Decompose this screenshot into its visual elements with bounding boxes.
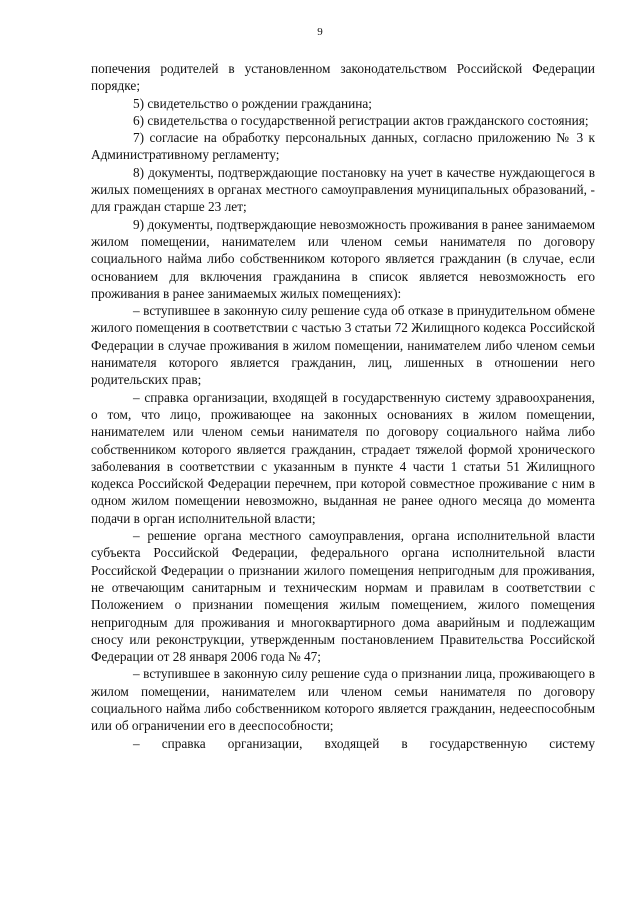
paragraph-item-8: 8) документы, подтверждающие постановку на учет в качестве нуждающегося в жилых помещениях в органах местного самоуправления муниципальных образований, - для граждан старше 23 лет; xyxy=(91,164,595,215)
paragraph-item-6: 6) свидетельства о государственной регистрации актов гражданского состояния; xyxy=(133,112,589,128)
paragraph-item-7: 7) согласие на обработку персональных данных, согласно приложению № 3 к Административному регламенту; xyxy=(91,130,595,163)
document-body xyxy=(91,60,595,752)
paragraph-court-decision-exchange: – вступившее в законную силу решение суда об отказе в принудительном обмене жилого помещения в соответствии с частью 3 статьи 72 Жилищного кодекса Российской Федерации в случае проживания в жилом помещении, нанимателем либо членом семьи нанимателя которого является гражданин, лиц, лишенных в отношении него родительских прав; xyxy=(91,303,595,388)
paragraph-court-decision-incapacity: – вступившее в законную силу решение суда о признании лица, проживающего в жилом помещении, нанимателем или членом семьи нанимателя по договору социального найма либо собственником которого является гражданин, недееспособным или об ограничении его в дееспособности; xyxy=(91,666,595,734)
paragraph-continuation: попечения родителей в установленном законодательством Российской Федерации порядке; xyxy=(91,61,595,94)
paragraph-certificate-continued: – справка организации, входящей в государственную систему xyxy=(133,735,595,751)
page-number: 9 xyxy=(317,26,323,38)
paragraph-item-5: 5) свидетельство о рождении гражданина; xyxy=(133,95,372,111)
paragraph-item-9: 9) документы, подтверждающие невозможность проживания в ранее занимаемом жилом помещении, нанимателем или членом семьи нанимателя по договору социального найма либо собственником которого является гражданин (в случае, если основанием для включения гражданина в список является невозможность его проживания в ранее занимаемых жилых помещениях): xyxy=(91,216,595,301)
paragraph-medical-certificate: – справка организации, входящей в государственную систему здравоохранения, о том, что лицо, проживающее на законных основаниях в жилом помещении, нанимателем или членом семьи нанимателя по договору социального найма либо собственником которого является гражданин, страдает тяжелой формой хронического заболевания в соответствии с указанным в пункте 4 части 1 статьи 51 Жилищного кодекса Российской Федерации перечнем, при которой совместное проживание с ним в одном жилом помещении невозможно, выданная не ранее одного месяца до момента подачи в орган исполнительной власти; xyxy=(91,389,595,526)
paragraph-authority-decision: – решение органа местного самоуправления, органа исполнительной власти субъекта Российской Федерации, федерального органа исполнительной власти Российской Федерации о признании жилого помещения непригодным для проживания, не отвечающим санитарным и техническим нормам и правилам в соответствии с Положением о признании помещения жилым помещением, жилого помещения непригодным для проживания и многоквартирного дома аварийным и подлежащим сносу или реконструкции, утвержденным постановлением Правительства Российской Федерации от 28 января 2006 года № 47; xyxy=(91,528,595,665)
